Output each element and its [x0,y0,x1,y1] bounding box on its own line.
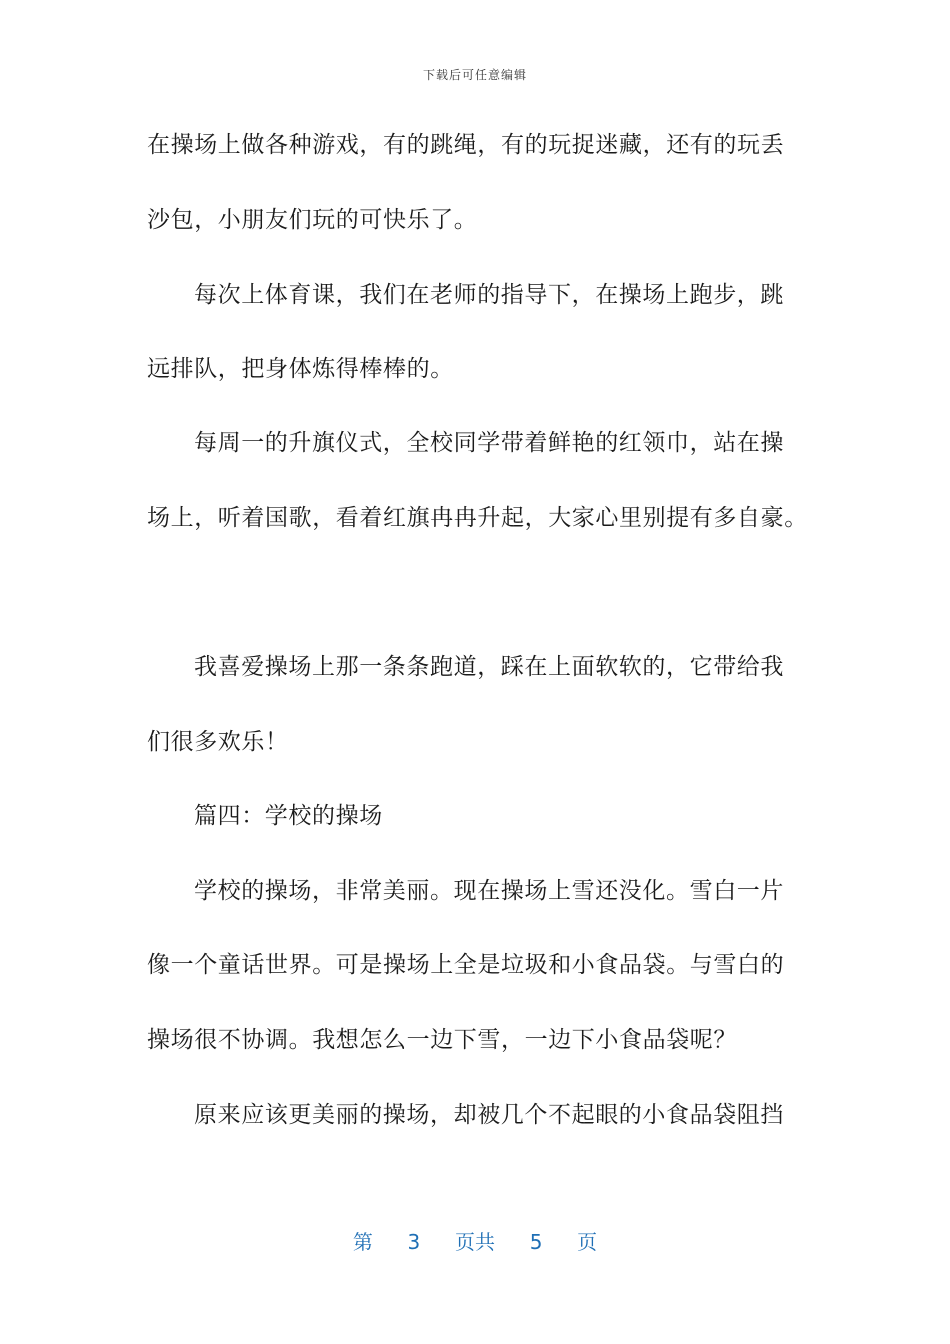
body-line: 我喜爱操场上那一条条跑道，踩在上面软软的，它带给我 [194,654,784,680]
page-total: 5 [529,1230,543,1254]
page-footer [0,1226,950,1255]
body-line: 在操场上做各种游戏，有的跳绳，有的玩捉迷藏，还有的玩丢 [147,132,785,158]
body-line: 像一个童话世界。可是操场上全是垃圾和小食品袋。与雪白的 [147,952,785,978]
body-line: 学校的操场，非常美丽。现在操场上雪还没化。雪白一片 [194,878,784,904]
section-heading: 篇四：学校的操场 [194,803,383,829]
page-suffix: 页 [577,1230,598,1254]
body-line: 场上，听着国歌，看着红旗冉冉升起，大家心里别提有多自豪。 [147,505,808,531]
page-prefix: 第 [352,1230,373,1254]
page-middle: 页共 [455,1230,495,1254]
body-line: 每周一的升旗仪式，全校同学带着鲜艳的红领巾，站在操 [194,430,784,456]
body-line: 远排队，把身体炼得棒棒的。 [147,356,454,382]
body-line: 沙包，小朋友们玩的可快乐了。 [147,207,478,233]
page-header: 下载后可任意编辑 [422,68,527,82]
body-line: 原来应该更美丽的操场，却被几个不起眼的小食品袋阻挡 [194,1102,784,1128]
body-line: 每次上体育课，我们在老师的指导下，在操场上跑步，跳 [194,282,784,308]
body-line: 们很多欢乐！ [147,729,289,755]
page-number: 3 [407,1230,421,1254]
body-line: 操场很不协调。我想怎么一边下雪，一边下小食品袋呢？ [147,1027,737,1053]
